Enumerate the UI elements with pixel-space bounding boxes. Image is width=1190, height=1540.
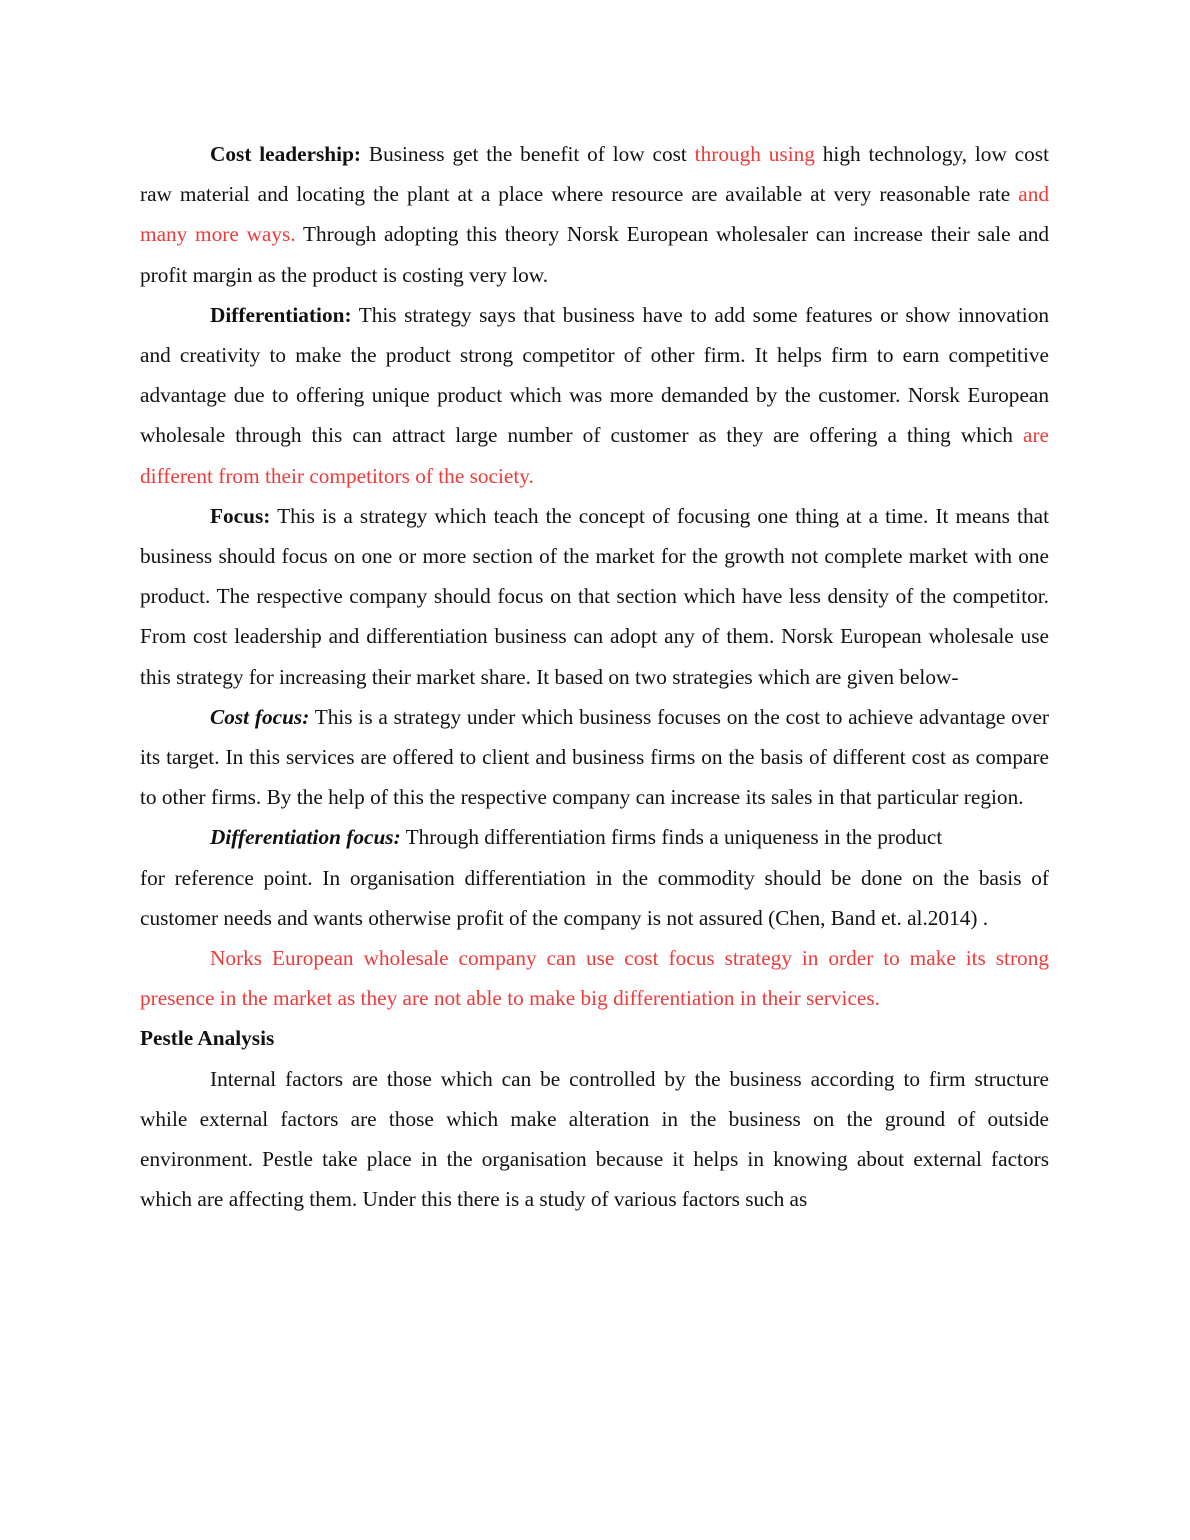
paragraph-differentiation-focus — [140, 817, 1049, 857]
paragraph-differentiation-focus-cont — [140, 858, 1049, 938]
highlighted-text: Norks European wholesale company can use cost focus strategy in order to make its strong presence in the market as they are not able to make big differentiation in their services. — [140, 946, 1049, 1011]
paragraph-pestle-intro — [140, 1059, 1049, 1220]
paragraph-cost-leadership — [140, 134, 1049, 295]
highlighted-text: are different from their competitors of the society. — [140, 423, 1049, 488]
term-focus: Focus: — [210, 503, 271, 528]
document-body — [140, 134, 1049, 1219]
term-cost-focus: Cost focus: — [210, 704, 310, 729]
term-differentiation-focus: Differentiation focus: — [210, 825, 401, 850]
text: This is a strategy which teach the concept of focusing one thing at a time. It means that business should focus on one or more section of the market for the growth not complete market with one product. The respective company should focus on that section which have less density of the competitor. From cost leadership and differentiation business can adopt any of them. Norsk European wholesale use this strategy for increasing their market share. It based on two strategies which are given below- — [140, 503, 1049, 689]
paragraph-cost-focus — [140, 697, 1049, 818]
text: for reference point. In organisation differentiation in the commodity should be done on the basis of customer needs and wants otherwise profit of the company is not assured (Chen, Band et. al.2014) . — [140, 865, 1049, 930]
term-cost-leadership: Cost leadership: — [210, 142, 362, 166]
highlighted-text: and many more ways. — [140, 182, 1049, 247]
section-heading-pestle: Pestle Analysis — [140, 1026, 275, 1051]
text: Internal factors are those which can be controlled by the business according to firm structure while external factors are those which make alteration in the business on the ground of outside environment. Pestle take place in the organisation because it helps in knowing about external factors which are affecting them. Under this there is a study of various factors such as — [140, 1066, 1049, 1212]
text: high technology, low cost raw material and locating the plant at a place where resource are available at very reasonable rate — [140, 142, 1049, 207]
highlighted-text: through using — [694, 142, 815, 166]
text: Through adopting this theory Norsk European wholesaler can increase their sale and profit margin as the product is costing very low. — [140, 222, 1049, 287]
paragraph-focus — [140, 496, 1049, 697]
text: Business get the benefit of low cost — [361, 142, 695, 166]
term-differentiation: Differentiation: — [210, 302, 352, 327]
paragraph-differentiation — [140, 295, 1049, 496]
paragraph-norks-conclusion — [140, 938, 1049, 1018]
text: This is a strategy under which business focuses on the cost to achieve advantage over its target. In this services are offered to client and business firms on the basis of different cost as compare to other firms. By the help of this the respective company can increase its sales in that particular region. — [140, 704, 1049, 810]
text: Through differentiation firms finds a uniqueness in the product — [400, 825, 943, 850]
text: This strategy says that business have to add some features or show innovation and creativity to make the product strong competitor of other firm. It helps firm to earn competitive advantage due to offering unique product which was more demanded by the customer. Norsk European wholesale through this can attract large number of customer as they are offering a thing which — [140, 302, 1049, 448]
